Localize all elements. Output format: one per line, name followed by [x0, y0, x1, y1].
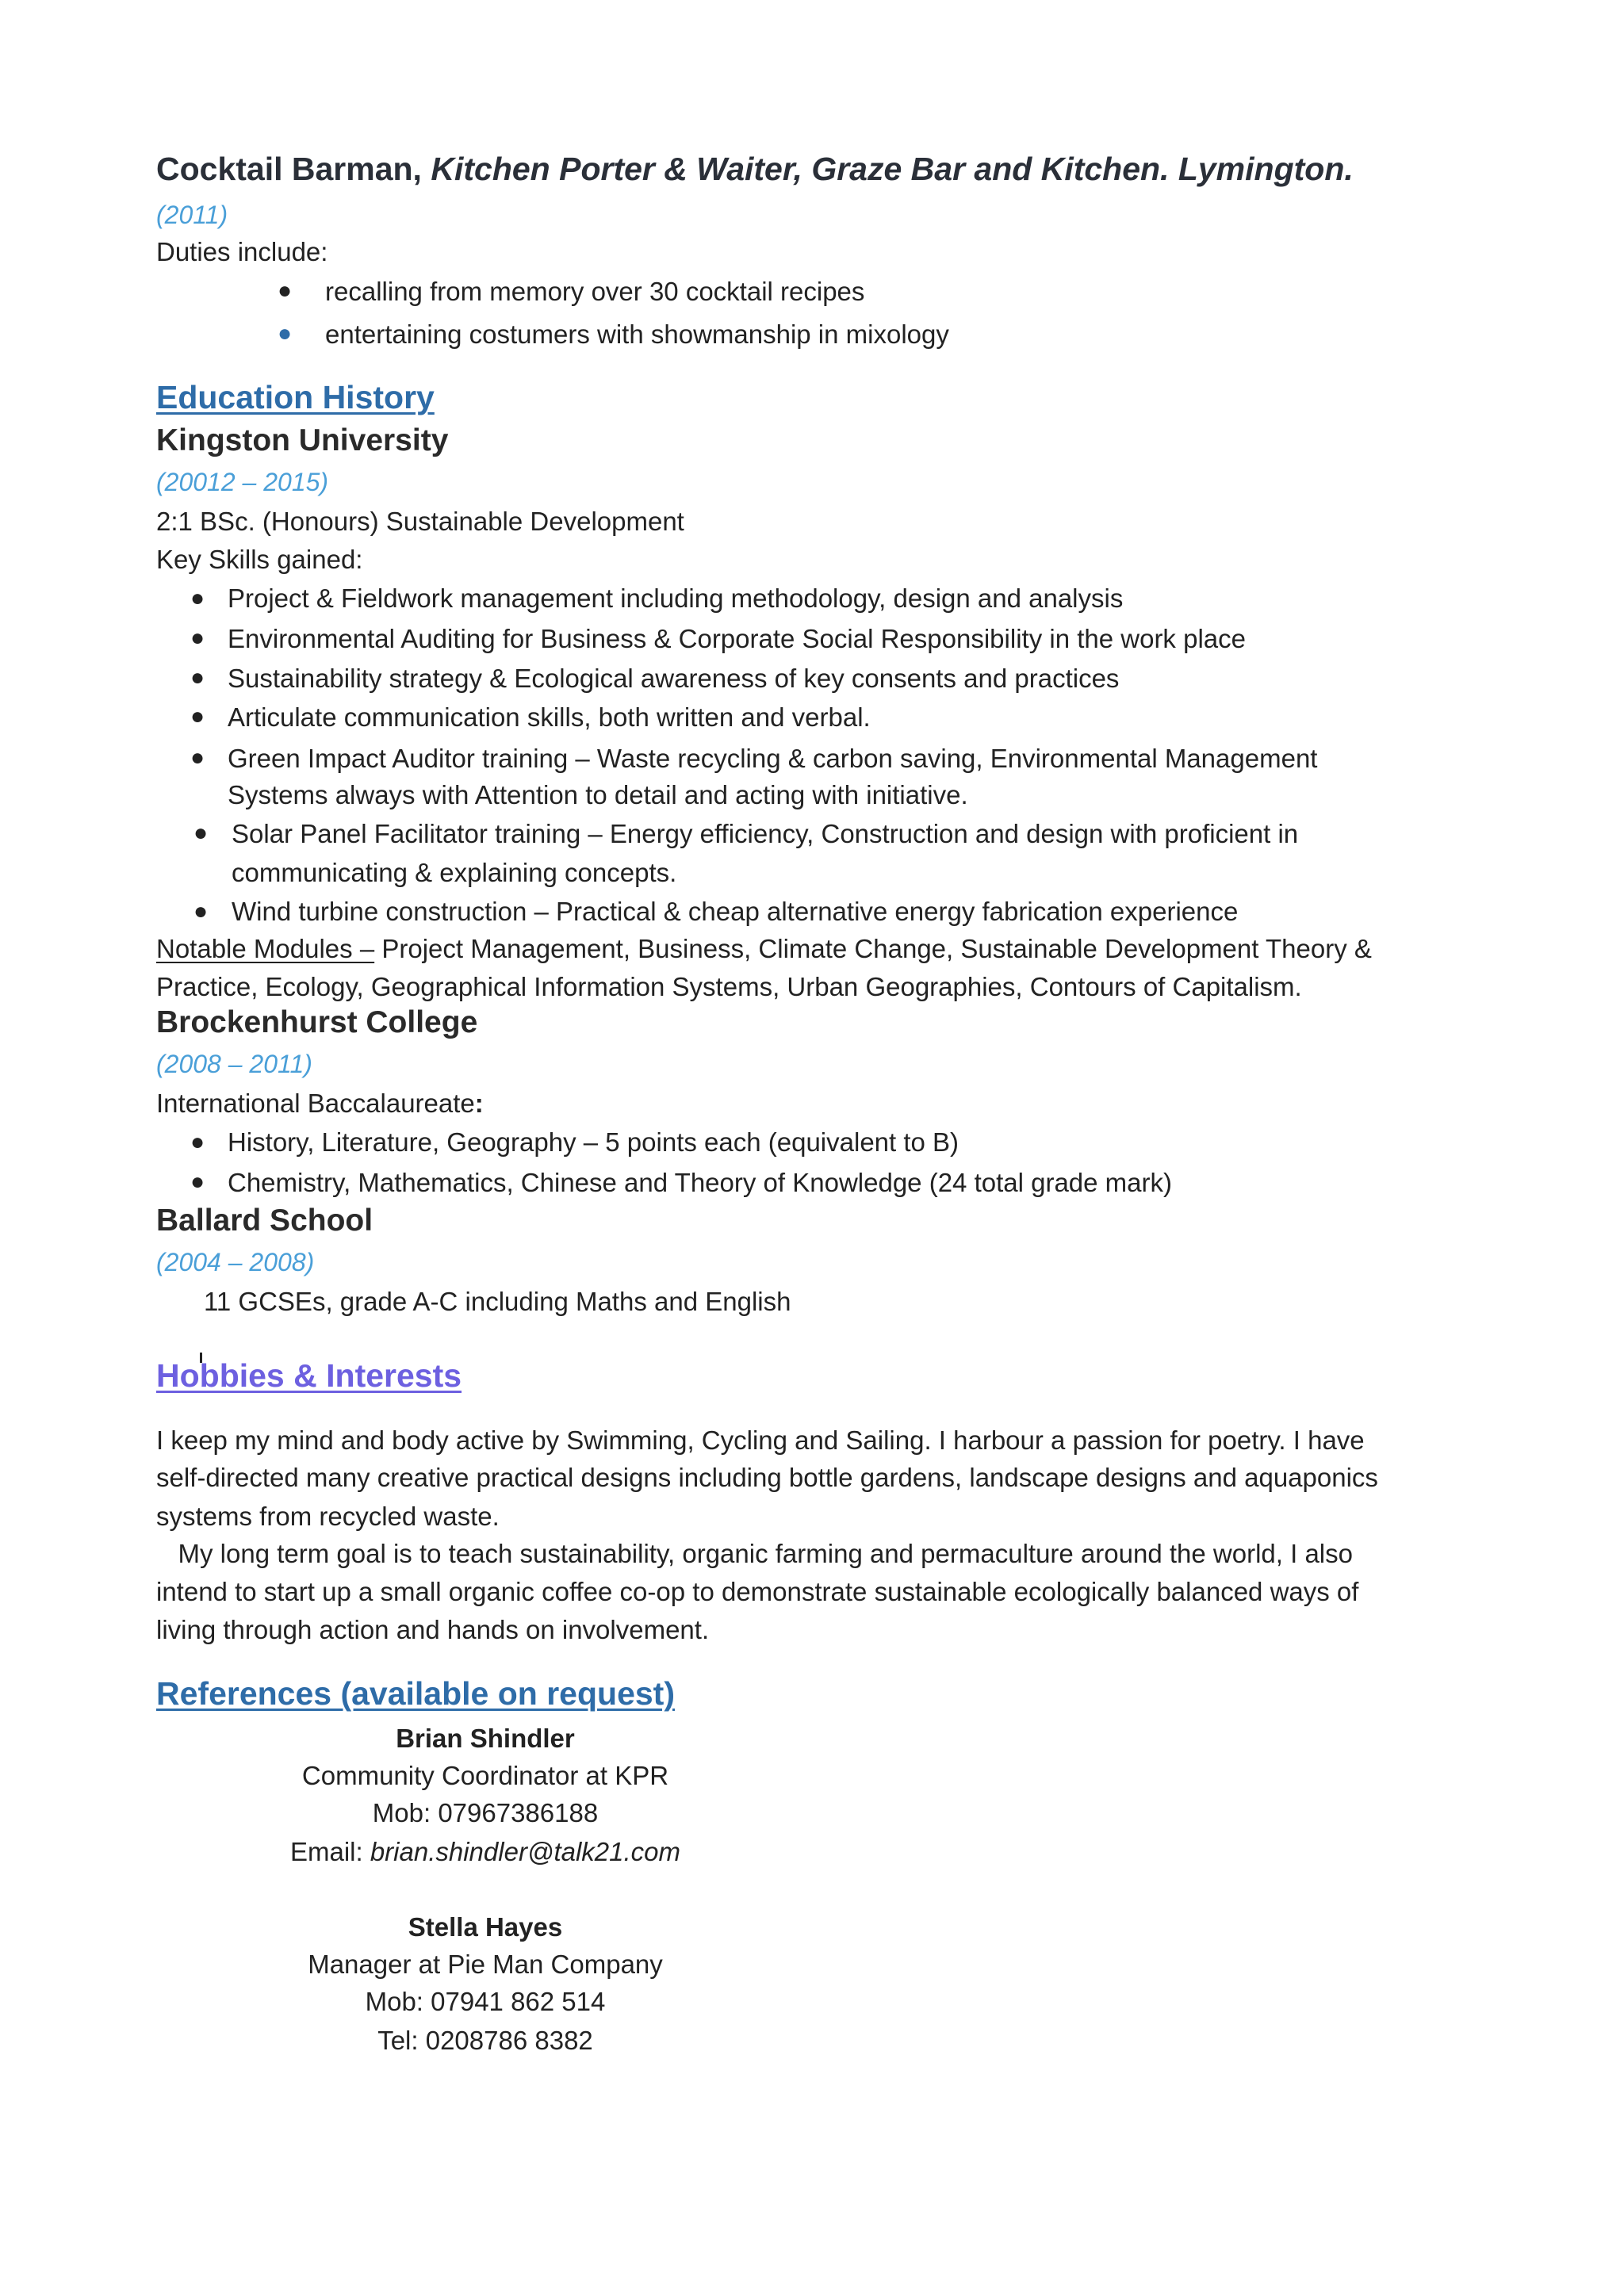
hobbies-line: systems from recycled waste. [156, 1502, 500, 1531]
duty-item: entertaining costumers with showmanship in mixology [325, 320, 949, 349]
gcse-line: 11 GCSEs, grade A-C including Maths and English [204, 1287, 791, 1316]
bullet-icon: ● [190, 1129, 205, 1155]
skill-item: Green Impact Auditor training – Waste recycling & carbon saving, Environmental Management [228, 744, 1318, 773]
brockenhurst-date: (2008 – 2011) [156, 1050, 312, 1078]
skill-item: Environmental Auditing for Business & Corporate Social Responsibility in the work place [228, 624, 1246, 653]
hobbies-line: intend to start up a small organic coffee co-op to demonstrate sustainable ecologically balanced ways of [156, 1577, 1359, 1606]
hobbies-line: My long term goal is to teach sustainability, organic farming and permaculture around the world, I also [156, 1539, 1353, 1568]
reference-email-line [184, 1837, 787, 1867]
ballard-date: (2004 – 2008) [156, 1248, 315, 1276]
bullet-icon: ● [278, 277, 293, 304]
references-heading: References (available on request) [156, 1675, 675, 1712]
kingston-title: Kingston University [156, 423, 449, 457]
hobbies-heading: Hobbies & Interests [156, 1357, 462, 1394]
bullet-icon: ● [190, 625, 205, 651]
modules-label: Notable Modules – [156, 934, 375, 963]
duty-item: recalling from memory over 30 cocktail recipes [325, 277, 865, 306]
bullet-icon: ● [193, 820, 209, 846]
job-date: (2011) [156, 201, 228, 229]
skill-item-continued: Systems always with Attention to detail and acting with initiative. [228, 780, 968, 809]
email-label: Email: [289, 1837, 370, 1866]
skills-label: Key Skills gained: [156, 545, 363, 574]
modules-line [156, 933, 1372, 965]
bullet-icon: ● [190, 703, 205, 729]
reference-mobile: Mob: 07967386188 [372, 1798, 599, 1827]
hobbies-line: self-directed many creative practical designs including bottle gardens, landscape designs and aquaponics [156, 1463, 1378, 1492]
bullet-icon: ● [278, 320, 293, 346]
ib-colon: : [474, 1089, 484, 1118]
reference-name: Brian Shindler [396, 1724, 575, 1753]
ib-label: International Baccalaureate [156, 1089, 475, 1118]
bullet-icon: ● [190, 1169, 205, 1195]
ib-line [156, 1088, 484, 1119]
bullet-icon: ● [193, 898, 209, 924]
hobbies-line: living through action and hands on involvement. [156, 1615, 710, 1644]
job-title-details: Kitchen Porter & Waiter, Graze Bar and Kitchen. Lymington. [431, 151, 1354, 187]
bullet-icon: ● [190, 585, 205, 611]
reference-role: Community Coordinator at KPR [301, 1761, 669, 1790]
skill-item: Sustainability strategy & Ecological awareness of key consents and practices [228, 664, 1120, 693]
reference-role: Manager at Pie Man Company [308, 1950, 663, 1979]
ib-item: Chemistry, Mathematics, Chinese and Theory of Knowledge (24 total grade mark) [228, 1168, 1172, 1197]
skill-item: Project & Fieldwork management including methodology, design and analysis [228, 584, 1124, 613]
reference-name: Stella Hayes [408, 1912, 563, 1942]
skill-item: Wind turbine construction – Practical & cheap alternative energy fabrication experience [232, 897, 1239, 926]
bullet-icon: ● [190, 664, 205, 691]
job-title-role: Cocktail Barman, [156, 151, 422, 187]
reference-email[interactable]: brian.shindler@talk21.com [370, 1837, 681, 1866]
reference-telephone: Tel: 0208786 8382 [377, 2026, 593, 2055]
duties-label: Duties include: [156, 237, 328, 266]
bullet-icon: ● [190, 744, 205, 771]
reference-mobile: Mob: 07941 862 514 [365, 1987, 606, 2016]
hobbies-line: I keep my mind and body active by Swimming, Cycling and Sailing. I harbour a passion for poetry. I have [156, 1425, 1365, 1455]
skill-item: Articulate communication skills, both written and verbal. [228, 702, 871, 732]
kingston-degree: 2:1 BSc. (Honours) Sustainable Development [156, 507, 684, 536]
skill-item: Solar Panel Facilitator training – Energy efficiency, Construction and design with proficient in [232, 819, 1299, 848]
kingston-date: (20012 – 2015) [156, 468, 329, 496]
modules-list: Project Management, Business, Climate Change, Sustainable Development Theory & [374, 934, 1372, 963]
brockenhurst-title: Brockenhurst College [156, 1005, 478, 1039]
education-heading: Education History [156, 379, 435, 415]
ib-item: History, Literature, Geography – 5 points each (equivalent to B) [228, 1127, 959, 1157]
ballard-title: Ballard School [156, 1203, 373, 1238]
skill-item-continued: communicating & explaining concepts. [232, 858, 677, 887]
job-title [156, 151, 1354, 188]
modules-line: Practice, Ecology, Geographical Information Systems, Urban Geographies, Contours of Capitalism. [156, 972, 1302, 1001]
